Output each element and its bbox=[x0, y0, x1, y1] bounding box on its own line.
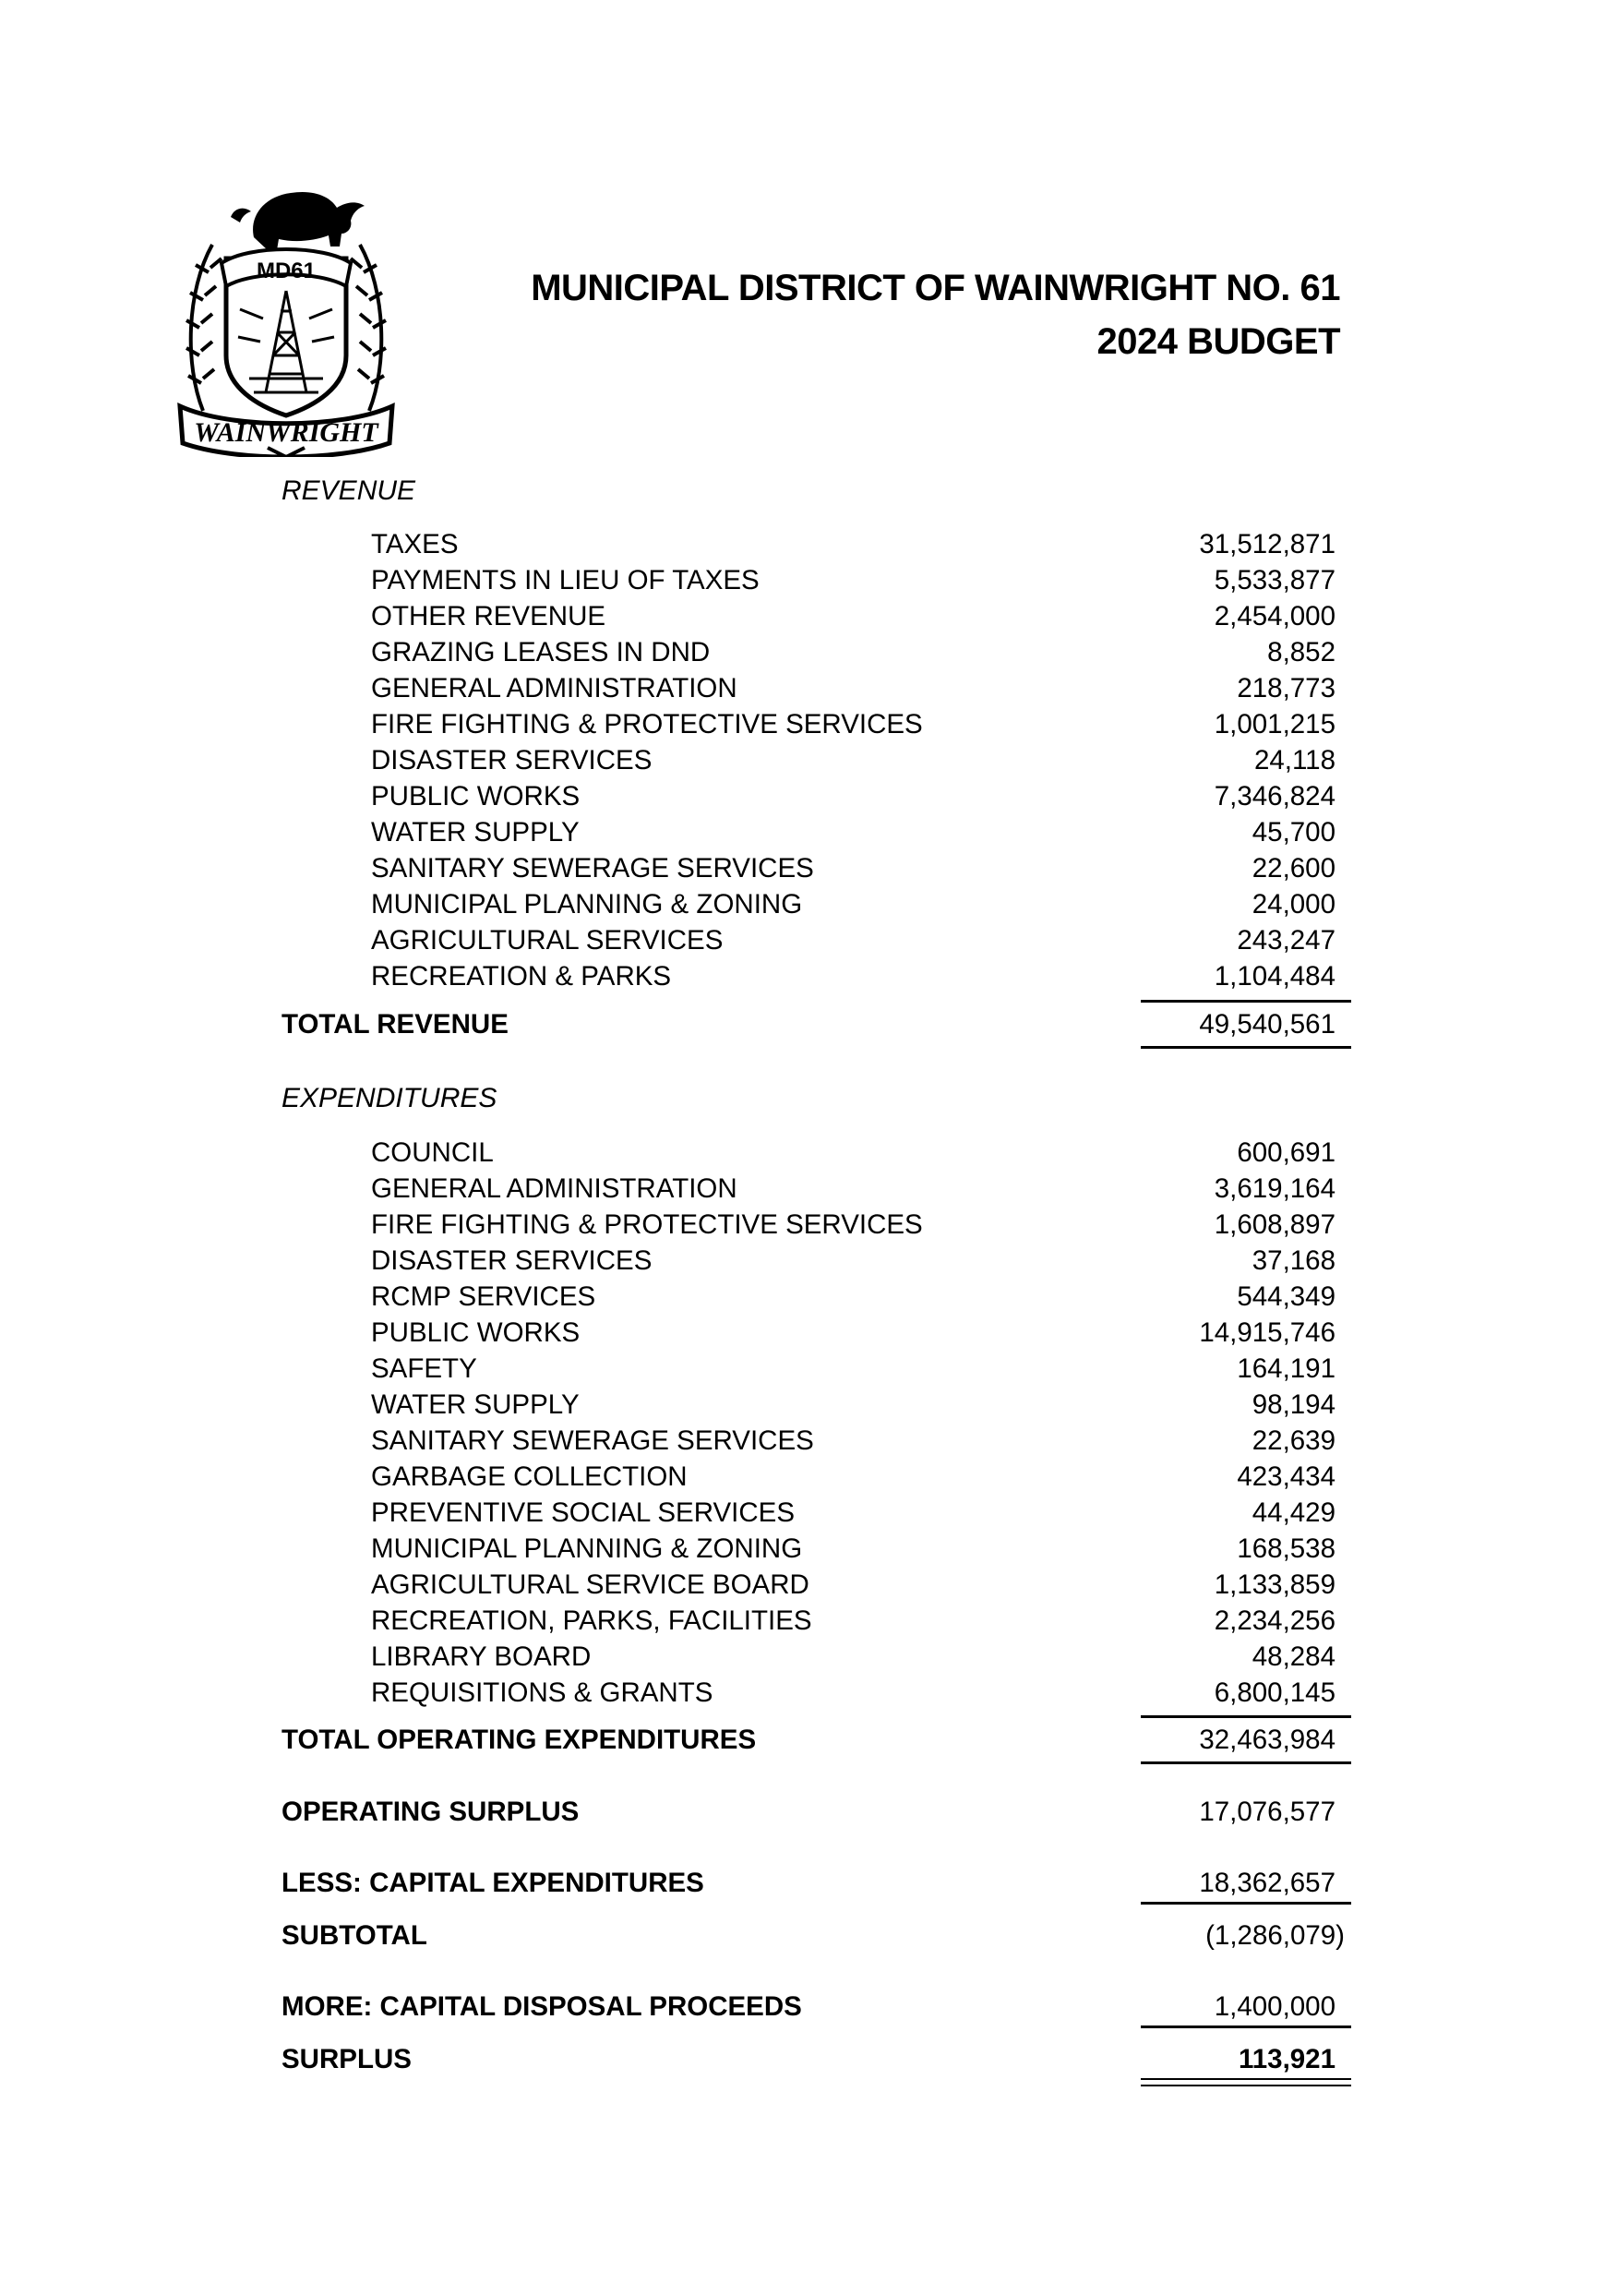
row-label: SANITARY SEWERAGE SERVICES bbox=[371, 1425, 814, 1456]
expenditure-row-requisitions-grants bbox=[0, 1677, 1617, 1713]
row-label: SANITARY SEWERAGE SERVICES bbox=[371, 853, 814, 884]
row-value: 8,852 bbox=[1267, 637, 1336, 667]
expenditure-row-garbage-collection bbox=[0, 1461, 1617, 1497]
revenue-row-sanitary-sewerage bbox=[0, 853, 1617, 889]
row-value: 2,234,256 bbox=[1214, 1605, 1336, 1636]
svg-text:WAINWRIGHT: WAINWRIGHT bbox=[194, 417, 378, 448]
total-operating-expenditures-value: 32,463,984 bbox=[1199, 1725, 1336, 1755]
row-value: 1,133,859 bbox=[1214, 1569, 1336, 1600]
total-revenue-value: 49,540,561 bbox=[1199, 1009, 1336, 1040]
surplus-value: 113,921 bbox=[1238, 2044, 1336, 2074]
svg-text:MD61: MD61 bbox=[256, 258, 317, 283]
row-value: 45,700 bbox=[1252, 817, 1336, 847]
md-wainwright-logo bbox=[175, 180, 397, 457]
row-value: 164,191 bbox=[1237, 1353, 1336, 1384]
row-value: 24,000 bbox=[1252, 889, 1336, 920]
row-label: GENERAL ADMINISTRATION bbox=[371, 1173, 737, 1204]
revenue-heading: REVENUE bbox=[281, 475, 416, 506]
revenue-row-recreation-parks bbox=[0, 961, 1617, 997]
expenditure-row-sanitary-sewerage bbox=[0, 1425, 1617, 1461]
row-value: 31,512,871 bbox=[1199, 529, 1336, 559]
capital-disposal-label: MORE: CAPITAL DISPOSAL PROCEEDS bbox=[281, 1991, 802, 2022]
expenditure-row-rcmp-services bbox=[0, 1281, 1617, 1317]
capital-disposal-value: 1,400,000 bbox=[1214, 1991, 1336, 2022]
row-value: 600,691 bbox=[1237, 1137, 1336, 1168]
expenditures-heading: EXPENDITURES bbox=[281, 1083, 497, 1113]
revenue-total-underline bbox=[1141, 1046, 1351, 1049]
row-label: OTHER REVENUE bbox=[371, 601, 606, 631]
expenditure-row-preventive-social bbox=[0, 1497, 1617, 1533]
revenue-list bbox=[0, 529, 1617, 997]
row-label: GRAZING LEASES IN DND bbox=[371, 637, 711, 667]
capital-disposal-rule bbox=[1141, 2026, 1351, 2028]
expenditures-total-underline bbox=[1141, 1761, 1351, 1764]
surplus-label: SURPLUS bbox=[281, 2044, 412, 2074]
row-label: RCMP SERVICES bbox=[371, 1281, 596, 1312]
expenditure-row-water-supply bbox=[0, 1389, 1617, 1425]
row-label: GENERAL ADMINISTRATION bbox=[371, 673, 737, 703]
operating-surplus-label: OPERATING SURPLUS bbox=[281, 1797, 580, 1827]
row-value: 98,194 bbox=[1252, 1389, 1336, 1420]
row-label: LIBRARY BOARD bbox=[371, 1641, 592, 1672]
row-value: 243,247 bbox=[1237, 925, 1336, 956]
row-label: WATER SUPPLY bbox=[371, 1389, 580, 1420]
row-value: 44,429 bbox=[1252, 1497, 1336, 1528]
capital-expenditures-label: LESS: CAPITAL EXPENDITURES bbox=[281, 1868, 704, 1898]
row-value: 37,168 bbox=[1252, 1245, 1336, 1276]
row-value: 7,346,824 bbox=[1214, 781, 1336, 811]
expenditures-total-rule bbox=[1141, 1715, 1351, 1718]
row-label: REQUISITIONS & GRANTS bbox=[371, 1677, 713, 1708]
operating-surplus-row bbox=[0, 1797, 1617, 1833]
row-label: WATER SUPPLY bbox=[371, 817, 580, 847]
row-value: 2,454,000 bbox=[1214, 601, 1336, 631]
row-value: 24,118 bbox=[1253, 745, 1336, 775]
row-value: 14,915,746 bbox=[1199, 1317, 1336, 1348]
revenue-row-disaster-services bbox=[0, 745, 1617, 781]
row-label: PAYMENTS IN LIEU OF TAXES bbox=[371, 565, 760, 595]
expenditure-row-public-works bbox=[0, 1317, 1617, 1353]
document-title: MUNICIPAL DISTRICT OF WAINWRIGHT NO. 61 bbox=[531, 268, 1340, 308]
revenue-row-public-works bbox=[0, 781, 1617, 817]
row-value: 544,349 bbox=[1237, 1281, 1336, 1312]
capital-expenditures-row bbox=[0, 1868, 1617, 1905]
row-value: 1,608,897 bbox=[1214, 1209, 1336, 1240]
document-subtitle: 2024 BUDGET bbox=[1096, 321, 1340, 362]
operating-surplus-value: 17,076,577 bbox=[1199, 1797, 1336, 1827]
row-label: RECREATION & PARKS bbox=[371, 961, 672, 992]
revenue-row-grazing-leases bbox=[0, 637, 1617, 673]
expenditure-row-agricultural-service-board bbox=[0, 1569, 1617, 1605]
row-value: 5,533,877 bbox=[1214, 565, 1336, 595]
row-label: PUBLIC WORKS bbox=[371, 781, 581, 811]
row-label: DISASTER SERVICES bbox=[371, 745, 653, 775]
row-value: 6,800,145 bbox=[1214, 1677, 1336, 1708]
revenue-row-water-supply bbox=[0, 817, 1617, 853]
revenue-row-payments-in-lieu bbox=[0, 565, 1617, 601]
surplus-double-rule-bottom bbox=[1141, 2085, 1351, 2086]
row-label: MUNICIPAL PLANNING & ZONING bbox=[371, 889, 803, 920]
revenue-row-fire-fighting bbox=[0, 709, 1617, 745]
expenditure-row-disaster-services bbox=[0, 1245, 1617, 1281]
expenditure-row-council bbox=[0, 1137, 1617, 1173]
row-label: SAFETY bbox=[371, 1353, 477, 1384]
row-label: DISASTER SERVICES bbox=[371, 1245, 653, 1276]
row-value: 22,639 bbox=[1252, 1425, 1336, 1456]
row-value: 218,773 bbox=[1237, 673, 1336, 703]
expenditure-row-general-administration bbox=[0, 1173, 1617, 1209]
revenue-row-taxes bbox=[0, 529, 1617, 565]
expenditure-row-municipal-planning bbox=[0, 1533, 1617, 1569]
revenue-row-municipal-planning bbox=[0, 889, 1617, 925]
total-revenue-row bbox=[0, 1009, 1617, 1046]
capital-disposal-row bbox=[0, 1991, 1617, 2028]
row-label: RECREATION, PARKS, FACILITIES bbox=[371, 1605, 812, 1636]
row-label: FIRE FIGHTING & PROTECTIVE SERVICES bbox=[371, 1209, 923, 1240]
row-label: AGRICULTURAL SERVICE BOARD bbox=[371, 1569, 809, 1600]
revenue-row-general-administration bbox=[0, 673, 1617, 709]
capital-expenditures-value: 18,362,657 bbox=[1199, 1868, 1336, 1898]
total-operating-expenditures-label: TOTAL OPERATING EXPENDITURES bbox=[281, 1725, 757, 1755]
expenditure-row-fire-fighting bbox=[0, 1209, 1617, 1245]
total-revenue-label: TOTAL REVENUE bbox=[281, 1009, 509, 1040]
revenue-row-other-revenue bbox=[0, 601, 1617, 637]
row-value: 22,600 bbox=[1252, 853, 1336, 884]
row-value: 1,001,215 bbox=[1214, 709, 1336, 739]
total-operating-expenditures-row bbox=[0, 1725, 1617, 1761]
row-label: PREVENTIVE SOCIAL SERVICES bbox=[371, 1497, 796, 1528]
row-value: 168,538 bbox=[1237, 1533, 1336, 1564]
expenditure-row-safety bbox=[0, 1353, 1617, 1389]
row-label: TAXES bbox=[371, 529, 459, 559]
subtotal-row bbox=[0, 1920, 1617, 1957]
expenditure-row-library-board bbox=[0, 1641, 1617, 1677]
revenue-total-rule bbox=[1141, 1000, 1351, 1003]
row-label: GARBAGE COLLECTION bbox=[371, 1461, 688, 1492]
md-crest-icon bbox=[175, 180, 397, 457]
row-label: AGRICULTURAL SERVICES bbox=[371, 925, 724, 956]
expenditures-list bbox=[0, 1137, 1617, 1713]
row-label: PUBLIC WORKS bbox=[371, 1317, 581, 1348]
row-label: MUNICIPAL PLANNING & ZONING bbox=[371, 1533, 803, 1564]
subtotal-value: (1,286,079) bbox=[1205, 1920, 1345, 1951]
row-value: 423,434 bbox=[1237, 1461, 1336, 1492]
subtotal-label: SUBTOTAL bbox=[281, 1920, 427, 1951]
capital-expenditures-rule bbox=[1141, 1902, 1351, 1905]
row-label: FIRE FIGHTING & PROTECTIVE SERVICES bbox=[371, 709, 923, 739]
row-value: 48,284 bbox=[1252, 1641, 1336, 1672]
row-value: 1,104,484 bbox=[1214, 961, 1336, 992]
surplus-double-rule-top bbox=[1141, 2078, 1351, 2080]
row-label: COUNCIL bbox=[371, 1137, 494, 1168]
row-value: 3,619,164 bbox=[1214, 1173, 1336, 1204]
surplus-row bbox=[0, 2044, 1617, 2081]
revenue-row-agricultural-services bbox=[0, 925, 1617, 961]
expenditure-row-recreation-parks-facilities bbox=[0, 1605, 1617, 1641]
